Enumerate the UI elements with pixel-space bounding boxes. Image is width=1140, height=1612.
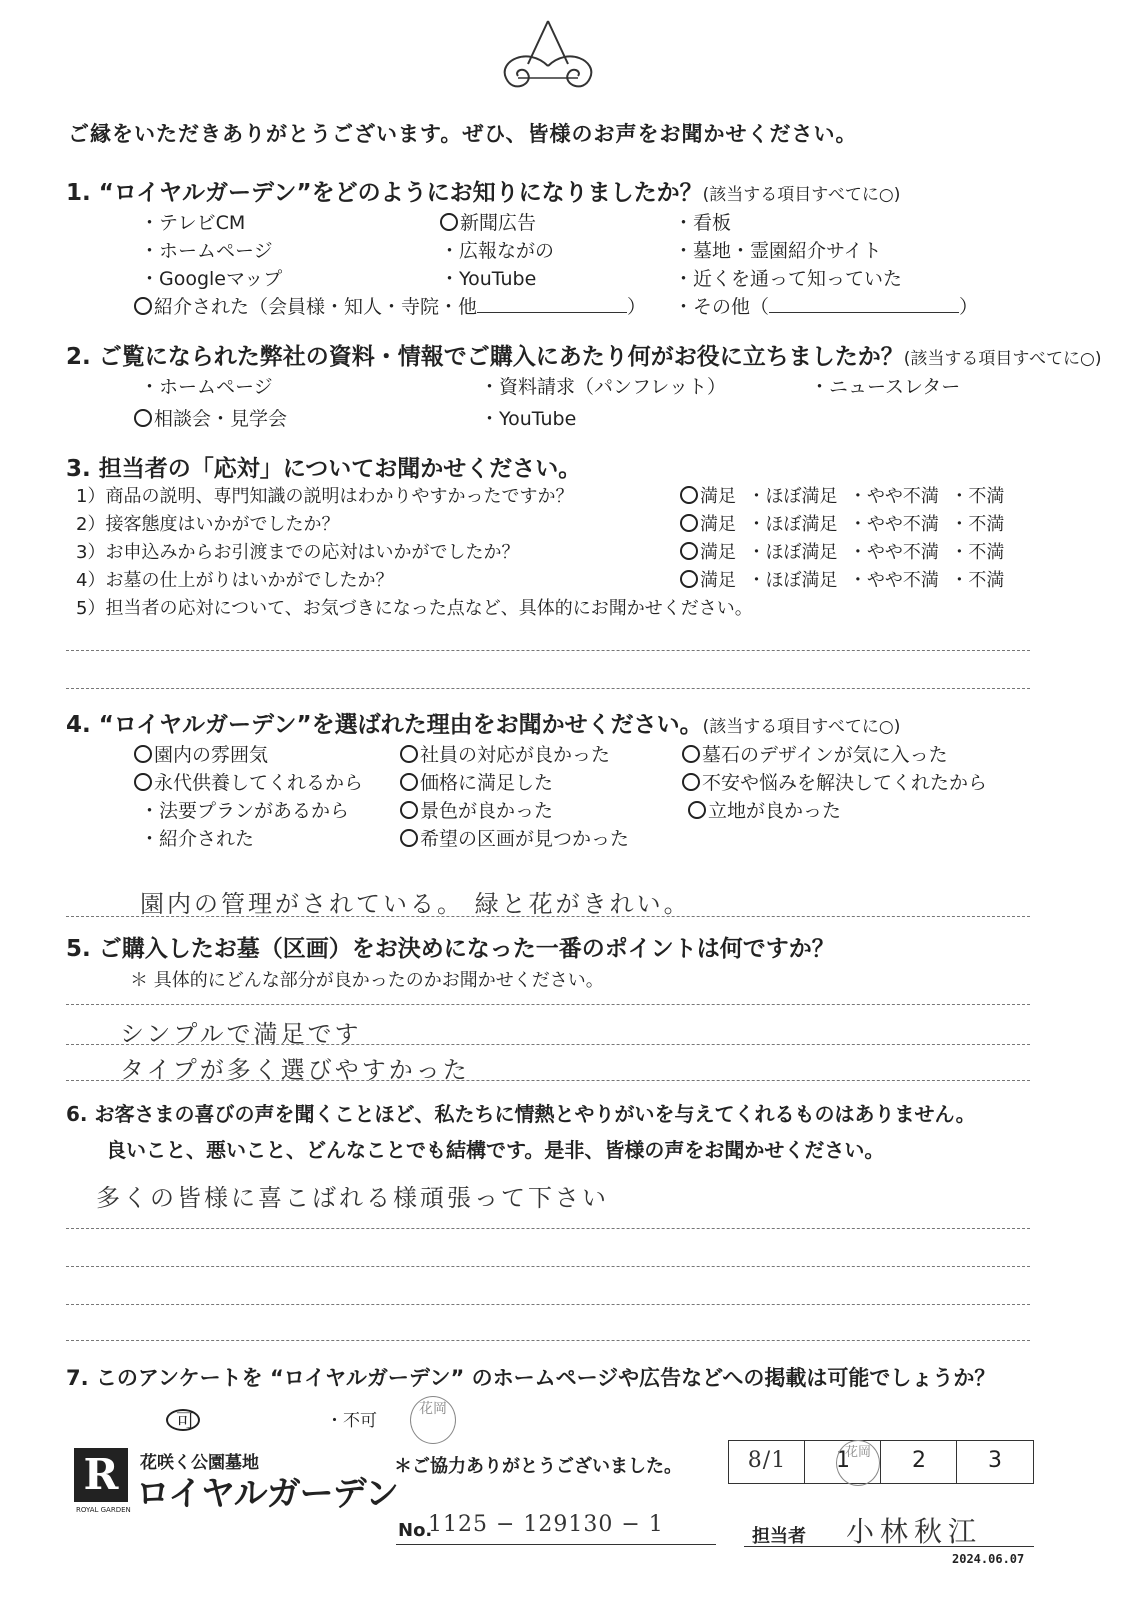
- q7-option-no[interactable]: ・不可: [326, 1411, 377, 1431]
- divider: [956, 1440, 957, 1484]
- q1-option-tvcm[interactable]: ・テレビCM: [140, 212, 246, 234]
- logo-r-icon: R: [74, 1448, 128, 1502]
- circle-mark-icon: [440, 213, 458, 231]
- no-label: No.: [398, 1520, 433, 1541]
- q3-rating-3[interactable]: 満足 ・ほぼ満足 ・やや不満 ・不満: [680, 538, 1004, 564]
- q4-option-scenery[interactable]: 景色が良かった: [400, 796, 553, 823]
- q3-item-3: 3）お申込みからお引渡までの応対はいかがでしたか？: [76, 542, 520, 563]
- q5-handwritten-line-2: タイプが多く選びやすかった: [120, 1056, 470, 1084]
- q4-option-price[interactable]: 価格に満足した: [400, 768, 553, 795]
- q6-handwritten-answer: 多くの皆様に喜こばれる様頑張って下さい: [96, 1184, 609, 1212]
- q3-rating-1[interactable]: 満足 ・ほぼ満足 ・やや不満 ・不満: [680, 482, 1004, 508]
- q7-title: 7. このアンケートを “ロイヤルガーデン” のホームページや広告などへの掲載は可能でしょうか？: [66, 1366, 996, 1390]
- circle-mark-icon: [166, 1409, 200, 1431]
- circle-mark-icon: [134, 409, 152, 427]
- answer-line: [66, 1304, 1030, 1305]
- answer-line: [66, 1044, 1030, 1045]
- circle-mark-icon: [680, 486, 698, 504]
- q7-option-yes[interactable]: 可: [166, 1406, 195, 1433]
- q1-option-site[interactable]: ・墓地・霊園紹介サイト: [674, 240, 882, 262]
- q4-option-plan[interactable]: ・法要プランがあるから: [140, 800, 350, 822]
- q6-line2: 良いこと、悪いこと、どんなことでも結構です。是非、皆様の声をお聞かせください。: [106, 1138, 885, 1162]
- q4-option-eternal[interactable]: 永代供養してくれるから: [134, 768, 363, 795]
- q3-item-4: 4）お墓の仕上がりはいかがでしたか？: [76, 570, 394, 591]
- q4-option-referred[interactable]: ・紹介された: [140, 828, 255, 850]
- circle-mark-icon: [400, 801, 418, 819]
- q5-title: 5. ご購入したお墓（区画）をお決めになった一番のポイントは何ですか？: [66, 936, 835, 962]
- q3-item-2: 2）接客態度はいかがでしたか？: [76, 514, 340, 535]
- circle-mark-icon: [688, 801, 706, 819]
- circle-mark-icon: [134, 773, 152, 791]
- q4-option-design[interactable]: 墓石のデザインが気に入った: [682, 740, 948, 767]
- q3-rating-4[interactable]: 満足 ・ほぼ満足 ・やや不満 ・不満: [680, 566, 1004, 592]
- q1-option-googlemap[interactable]: ・Googleマップ: [140, 268, 283, 290]
- no-underline: [396, 1544, 716, 1545]
- q4-option-staff[interactable]: 社員の対応が良かった: [400, 740, 610, 767]
- q5-handwritten-line-1: シンプルで満足です: [120, 1020, 362, 1048]
- brand-english: ROYAL GARDEN: [76, 1506, 131, 1514]
- q1-option-referral[interactable]: 紹介された（会員様・知人・寺院・他 ）: [134, 292, 646, 319]
- staff-underline: [744, 1546, 1034, 1547]
- circle-mark-icon: [400, 745, 418, 763]
- q6-title: 6. お客さまの喜びの声を聞くことほど、私たちに情熱とやりがいを与えてくれるものはありません。: [66, 1102, 976, 1126]
- seal-stamp-icon: 花岡: [410, 1396, 456, 1444]
- q1-option-signboard[interactable]: ・看板: [674, 212, 732, 234]
- code-cell-3: 3: [988, 1448, 1002, 1473]
- answer-line: [66, 1340, 1030, 1341]
- circle-mark-icon: [134, 745, 152, 763]
- answer-line: [66, 1228, 1030, 1229]
- seal-stamp-icon: 花岡: [836, 1440, 880, 1486]
- q4-option-atmosphere[interactable]: 園内の雰囲気: [134, 740, 268, 767]
- staff-label: 担当者: [752, 1526, 806, 1547]
- staff-name: 小林秋江: [846, 1515, 983, 1548]
- brand-name: ロイヤルガーデン: [136, 1474, 398, 1514]
- divider: [804, 1440, 805, 1484]
- circle-mark-icon: [682, 745, 700, 763]
- brand-subtitle: 花咲く公園墓地: [140, 1453, 259, 1473]
- no-value: 1125 − 129130 − 1: [428, 1512, 664, 1537]
- divider: [880, 1440, 881, 1484]
- answer-line: [66, 688, 1030, 689]
- date-stamp: 2024.06.07: [952, 1552, 1025, 1566]
- q2-option-pamphlet[interactable]: ・資料請求（パンフレット）: [480, 376, 727, 398]
- ornament-icon: [488, 16, 608, 96]
- answer-line: [66, 1004, 1030, 1005]
- q3-rating-2[interactable]: 満足 ・ほぼ満足 ・やや不満 ・不満: [680, 510, 1004, 536]
- thanks-text: ＊ご協力ありがとうございました。: [394, 1456, 682, 1477]
- q2-option-newsletter[interactable]: ・ニュースレター: [810, 376, 961, 398]
- q4-handwritten-answer: 園内の管理がされている。 緑と花がきれい。: [140, 890, 691, 918]
- q4-title: 4. “ロイヤルガーデン”を選ばれた理由をお聞かせください。(該当する項目すべてに○): [66, 712, 901, 738]
- answer-line: [66, 650, 1030, 651]
- q1-option-newspaper[interactable]: 新聞広告: [440, 208, 536, 235]
- q3-title: 3. 担当者の「応対」についてお聞かせください。: [66, 456, 582, 482]
- q1-option-koho[interactable]: ・広報ながの: [440, 240, 555, 262]
- answer-line: [66, 1266, 1030, 1267]
- q1-option-nearby[interactable]: ・近くを通って知っていた: [674, 268, 903, 290]
- q1-option-youtube[interactable]: ・YouTube: [440, 268, 537, 290]
- q2-option-youtube[interactable]: ・YouTube: [480, 408, 577, 430]
- q3-item-5: 5）担当者の応対について、お気づきになった点など、具体的にお聞かせください。: [76, 598, 753, 619]
- code-cell-1: 1: [836, 1448, 850, 1473]
- q2-title: 2. ご覧になられた弊社の資料・情報でご購入にあたり何がお役に立ちましたか？(該当する項目すべてに○): [66, 344, 1102, 370]
- q5-note: ＊ 具体的にどんな部分が良かったのかお聞かせください。: [130, 970, 604, 991]
- code-cell-0: 8/1: [747, 1448, 787, 1473]
- circle-mark-icon: [134, 297, 152, 315]
- circle-mark-icon: [680, 514, 698, 532]
- circle-mark-icon: [680, 570, 698, 588]
- circle-mark-icon: [680, 542, 698, 560]
- q1-option-other[interactable]: ・その他（ ）: [674, 296, 979, 318]
- intro-text: ご縁をいただきありがとうございます。ぜひ、皆様のお声をお聞かせください。: [68, 122, 858, 146]
- answer-line: [66, 916, 1030, 917]
- q4-option-concerns[interactable]: 不安や悩みを解決してくれたから: [682, 768, 987, 795]
- code-cell-2: 2: [912, 1448, 926, 1473]
- q4-option-plot[interactable]: 希望の区画が見つかった: [400, 824, 629, 851]
- q1-title: 1. “ロイヤルガーデン”をどのようにお知りになりましたか？(該当する項目すべてに○): [66, 180, 901, 206]
- circle-mark-icon: [400, 773, 418, 791]
- q4-option-location[interactable]: 立地が良かった: [688, 796, 841, 823]
- answer-line: [66, 1080, 1030, 1081]
- circle-mark-icon: [400, 829, 418, 847]
- circle-mark-icon: [682, 773, 700, 791]
- q1-option-homepage[interactable]: ・ホームページ: [140, 240, 273, 262]
- q3-item-1: 1）商品の説明、専門知識の説明はわかりやすかったですか？: [76, 486, 574, 507]
- q2-option-consult[interactable]: 相談会・見学会: [134, 404, 287, 431]
- q2-option-homepage[interactable]: ・ホームページ: [140, 376, 273, 398]
